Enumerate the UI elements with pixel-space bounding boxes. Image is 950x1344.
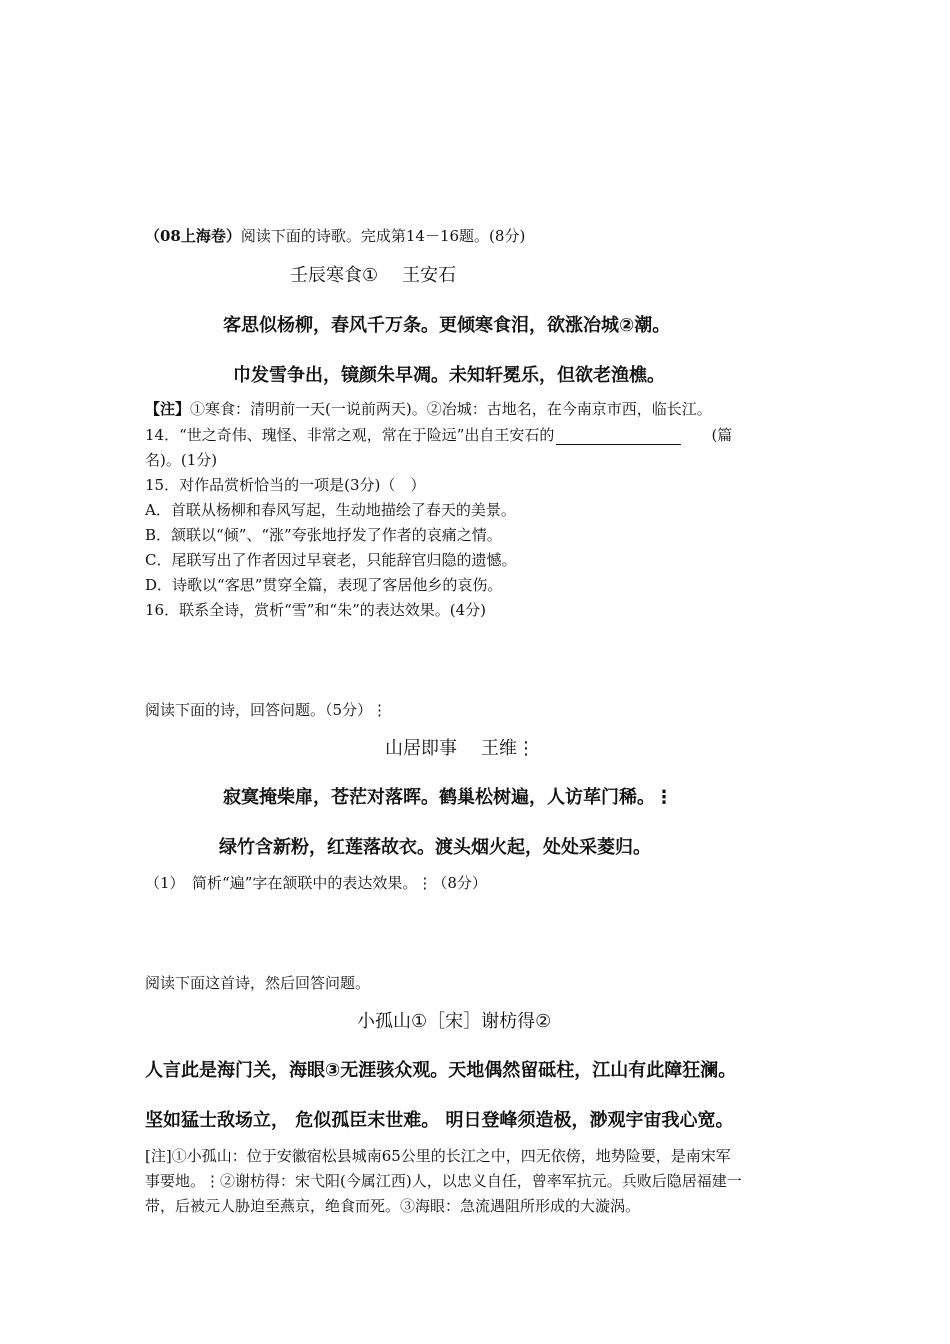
option-d: D．诗歌以“客思”贯穿全篇，表现了客居他乡的哀伤。	[145, 576, 503, 594]
poem3-line-1: 人言此是海门关，海眼③无涯骇众观。天地偶然留砥柱，江山有此障狂澜。	[145, 1060, 737, 1081]
question-15: 15．对作品赏析恰当的一项是(3分)（ ）	[145, 476, 426, 494]
poem1-note	[145, 399, 712, 419]
section1-instruction: 阅读下面的诗歌。完成第14－16题。(8分)	[240, 227, 526, 245]
option-a: A．首联从杨柳和春风写起，生动地描绘了春天的美景。	[145, 501, 516, 519]
poem1-title: 壬辰寒食①	[290, 265, 379, 286]
question-14-cont: 名)。(1分)	[145, 451, 218, 469]
option-c: C．尾联写出了作者因过早衰老，只能辞官归隐的遗憾。	[145, 551, 517, 569]
question-16: 16．联系全诗，赏析“雪”和“朱”的表达效果。(4分)	[145, 601, 487, 619]
poem1-line-2: 巾发雪争出，镜颜朱早凋。未知轩冕乐，但欲老渔樵。	[233, 365, 665, 386]
poem3-title: 小孤山①［宋］谢枋得②	[357, 1011, 552, 1032]
poem1-note-label: 【注】	[145, 400, 191, 418]
question-14	[145, 425, 732, 445]
section3-header: 阅读下面这首诗，然后回答问题。	[145, 974, 371, 992]
poem1-author: 王安石	[402, 265, 457, 286]
section1-source: （08上海卷）	[145, 227, 241, 245]
question-14-blank[interactable]	[556, 427, 681, 445]
poem1-note-text: ①寒食：清明前一天(一说前两天)。②冶城：古地名，在今南京市西，临长江。	[190, 400, 712, 418]
poem2-line-1: 寂寞掩柴扉，苍茫对落晖。鹤巢松树遍，人访荜门稀。⋮	[223, 787, 673, 808]
option-b: B．颔联以“倾”、“涨”夸张地抒发了作者的哀痛之情。	[145, 526, 502, 544]
poem3-note-line-2: 事要地。⋮②谢枋得：宋弋阳(今属江西)人，以忠义自任，曾率军抗元。兵败后隐居福建一	[145, 1172, 742, 1190]
poem2-title-line	[385, 737, 535, 761]
poem2-line-2: 绿竹含新粉，红莲落故衣。渡头烟火起，处处采菱归。	[219, 837, 651, 858]
section2-header: 阅读下面的诗，回答问题。（5分）⋮	[145, 701, 388, 719]
poem2-title: 山居即事	[385, 738, 457, 759]
poem3-note-line-1: [注]①小孤山：位于安徽宿松县城南65公里的长江之中，四无依傍，地势险要，是南宋军	[145, 1147, 731, 1165]
poem1-title-line	[290, 264, 456, 288]
poem3-line-2: 坚如猛士敌场立， 危似孤臣末世难。 明日登峰须造极，渺观宇宙我心宽。	[145, 1110, 734, 1131]
section1-header	[145, 226, 525, 246]
question-14-suffix: (篇	[711, 426, 733, 444]
poem2-author: 王维⋮	[481, 738, 535, 759]
poem1-line-1: 客思似杨柳，春风千万条。更倾寒食泪，欲涨冶城②潮。	[223, 315, 671, 336]
poem3-note-line-3: 带，后被元人胁迫至燕京，绝食而死。③海眼：急流遇阻所形成的大漩涡。	[145, 1197, 641, 1215]
question-14-text: 14．“世之奇伟、瑰怪、非常之观，常在于险远”出自王安石的	[145, 426, 555, 444]
question-2-1: （1） 简析“遍”字在颔联中的表达效果。⋮（8分）	[145, 874, 487, 892]
